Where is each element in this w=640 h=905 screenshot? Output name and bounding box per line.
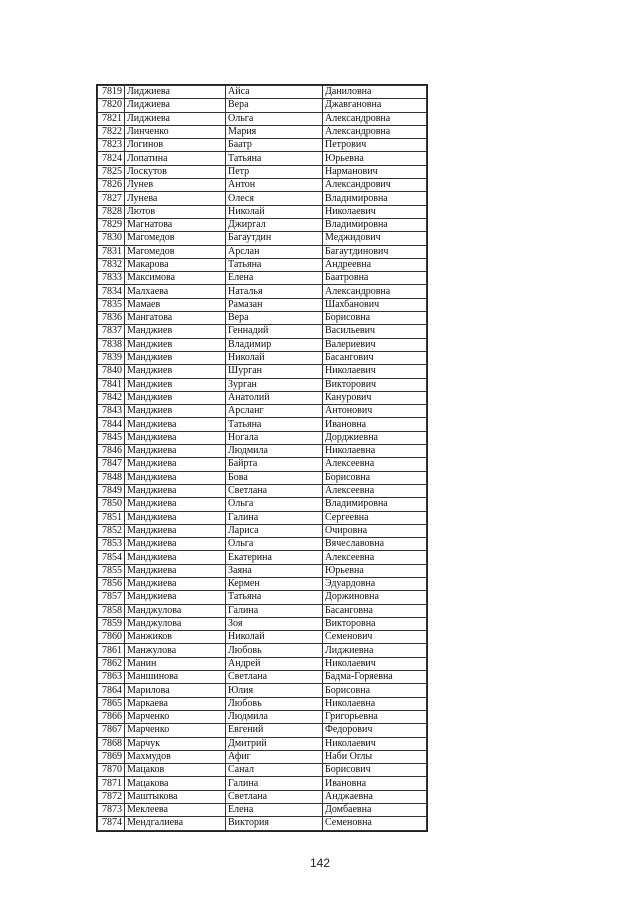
- row-number: 7847: [98, 458, 125, 471]
- table-row: [98, 671, 427, 684]
- last-name-cell: Мангатова: [125, 312, 226, 325]
- first-name-cell: Андрей: [226, 657, 323, 670]
- last-name-cell: Манджиева: [125, 564, 226, 577]
- first-name-cell: Рамазан: [226, 298, 323, 311]
- last-name-cell: Мендгалиева: [125, 817, 226, 830]
- table-row: [98, 631, 427, 644]
- row-number: 7863: [98, 671, 125, 684]
- last-name-cell: Линченко: [125, 125, 226, 138]
- first-name-cell: Юлия: [226, 684, 323, 697]
- patronymic-cell: Владимировна: [323, 498, 427, 511]
- last-name-cell: Максимова: [125, 272, 226, 285]
- patronymic-cell: Даниловна: [323, 86, 427, 99]
- page-number: 142: [309, 856, 331, 870]
- first-name-cell: Николай: [226, 351, 323, 364]
- first-name-cell: Татьяна: [226, 418, 323, 431]
- first-name-cell: Лариса: [226, 524, 323, 537]
- row-number: 7839: [98, 351, 125, 364]
- patronymic-cell: Васильевич: [323, 325, 427, 338]
- table-row: [98, 524, 427, 537]
- row-number: 7826: [98, 179, 125, 192]
- table-row: [98, 272, 427, 285]
- patronymic-cell: Александровна: [323, 285, 427, 298]
- row-number: 7856: [98, 577, 125, 590]
- table-row: [98, 617, 427, 630]
- table-row: [98, 737, 427, 750]
- last-name-cell: Логинов: [125, 139, 226, 152]
- last-name-cell: Маркаева: [125, 697, 226, 710]
- row-number: 7852: [98, 524, 125, 537]
- table-row: [98, 179, 427, 192]
- last-name-cell: Манджиев: [125, 338, 226, 351]
- patronymic-cell: Николаевна: [323, 697, 427, 710]
- patronymic-cell: Анджаевна: [323, 790, 427, 803]
- row-number: 7865: [98, 697, 125, 710]
- patronymic-cell: Николаевич: [323, 365, 427, 378]
- last-name-cell: Меклеева: [125, 804, 226, 817]
- patronymic-cell: Александрович: [323, 179, 427, 192]
- row-number: 7823: [98, 139, 125, 152]
- row-number: 7833: [98, 272, 125, 285]
- row-number: 7824: [98, 152, 125, 165]
- patronymic-cell: Алексеевна: [323, 551, 427, 564]
- row-number: 7829: [98, 218, 125, 231]
- roster-table-frame: [96, 84, 428, 832]
- table-row: [98, 258, 427, 271]
- patronymic-cell: Валериевич: [323, 338, 427, 351]
- patronymic-cell: Бадма-Горяевна: [323, 671, 427, 684]
- first-name-cell: Светлана: [226, 790, 323, 803]
- row-number: 7843: [98, 405, 125, 418]
- table-row: [98, 458, 427, 471]
- last-name-cell: Манджиева: [125, 591, 226, 604]
- patronymic-cell: Шахбанович: [323, 298, 427, 311]
- patronymic-cell: Вячеславовна: [323, 538, 427, 551]
- table-row: [98, 205, 427, 218]
- first-name-cell: Зоя: [226, 617, 323, 630]
- last-name-cell: Лиджиева: [125, 99, 226, 112]
- first-name-cell: Ногала: [226, 431, 323, 444]
- first-name-cell: Любовь: [226, 697, 323, 710]
- table-row: [98, 298, 427, 311]
- patronymic-cell: Наби Оглы: [323, 750, 427, 763]
- patronymic-cell: Ивановна: [323, 418, 427, 431]
- first-name-cell: Екатерина: [226, 551, 323, 564]
- row-number: 7835: [98, 298, 125, 311]
- first-name-cell: Багаутдин: [226, 232, 323, 245]
- last-name-cell: Лиджиева: [125, 112, 226, 125]
- table-row: [98, 564, 427, 577]
- patronymic-cell: Алексеевна: [323, 458, 427, 471]
- table-row: [98, 218, 427, 231]
- last-name-cell: Марилова: [125, 684, 226, 697]
- last-name-cell: Марчук: [125, 737, 226, 750]
- table-row: [98, 99, 427, 112]
- row-number: 7848: [98, 471, 125, 484]
- table-row: [98, 724, 427, 737]
- last-name-cell: Манджулова: [125, 617, 226, 630]
- last-name-cell: Манджиев: [125, 378, 226, 391]
- patronymic-cell: Борисовна: [323, 471, 427, 484]
- row-number: 7846: [98, 445, 125, 458]
- last-name-cell: Манджиев: [125, 351, 226, 364]
- last-name-cell: Манджиева: [125, 551, 226, 564]
- last-name-cell: Магомедов: [125, 245, 226, 258]
- last-name-cell: Мамаев: [125, 298, 226, 311]
- last-name-cell: Манджиева: [125, 431, 226, 444]
- row-number: 7862: [98, 657, 125, 670]
- row-number: 7870: [98, 764, 125, 777]
- first-name-cell: Светлана: [226, 671, 323, 684]
- table-row: [98, 644, 427, 657]
- table-row: [98, 484, 427, 497]
- table-row: [98, 112, 427, 125]
- patronymic-cell: Багаутдинович: [323, 245, 427, 258]
- patronymic-cell: Ивановна: [323, 777, 427, 790]
- table-row: [98, 192, 427, 205]
- row-number: 7825: [98, 165, 125, 178]
- row-number: 7819: [98, 86, 125, 99]
- first-name-cell: Айса: [226, 86, 323, 99]
- patronymic-cell: Борисовна: [323, 684, 427, 697]
- patronymic-cell: Викторович: [323, 378, 427, 391]
- table-row: [98, 125, 427, 138]
- first-name-cell: Петр: [226, 165, 323, 178]
- last-name-cell: Манжиков: [125, 631, 226, 644]
- first-name-cell: Татьяна: [226, 258, 323, 271]
- last-name-cell: Манджиев: [125, 365, 226, 378]
- row-number: 7864: [98, 684, 125, 697]
- table-row: [98, 405, 427, 418]
- first-name-cell: Елена: [226, 272, 323, 285]
- roster-table-body: [98, 86, 427, 831]
- patronymic-cell: Баатровна: [323, 272, 427, 285]
- table-row: [98, 604, 427, 617]
- row-number: 7821: [98, 112, 125, 125]
- patronymic-cell: Юрьевна: [323, 564, 427, 577]
- table-row: [98, 165, 427, 178]
- row-number: 7837: [98, 325, 125, 338]
- patronymic-cell: Андреевна: [323, 258, 427, 271]
- last-name-cell: Мацаков: [125, 764, 226, 777]
- first-name-cell: Виктория: [226, 817, 323, 830]
- first-name-cell: Заяна: [226, 564, 323, 577]
- table-row: [98, 139, 427, 152]
- table-row: [98, 750, 427, 763]
- patronymic-cell: Федорович: [323, 724, 427, 737]
- first-name-cell: Геннадий: [226, 325, 323, 338]
- row-number: 7857: [98, 591, 125, 604]
- patronymic-cell: Викторовна: [323, 617, 427, 630]
- first-name-cell: Зурган: [226, 378, 323, 391]
- last-name-cell: Малхаева: [125, 285, 226, 298]
- patronymic-cell: Алексеевна: [323, 484, 427, 497]
- table-row: [98, 764, 427, 777]
- last-name-cell: Манджиев: [125, 405, 226, 418]
- row-number: 7860: [98, 631, 125, 644]
- patronymic-cell: Доржиновна: [323, 591, 427, 604]
- row-number: 7830: [98, 232, 125, 245]
- row-number: 7822: [98, 125, 125, 138]
- last-name-cell: Манджиева: [125, 538, 226, 551]
- patronymic-cell: Домбаевна: [323, 804, 427, 817]
- row-number: 7844: [98, 418, 125, 431]
- patronymic-cell: Канурович: [323, 391, 427, 404]
- table-row: [98, 431, 427, 444]
- first-name-cell: Мария: [226, 125, 323, 138]
- row-number: 7832: [98, 258, 125, 271]
- table-row: [98, 538, 427, 551]
- first-name-cell: Байрта: [226, 458, 323, 471]
- row-number: 7850: [98, 498, 125, 511]
- patronymic-cell: Нарманович: [323, 165, 427, 178]
- table-row: [98, 351, 427, 364]
- row-number: 7869: [98, 750, 125, 763]
- last-name-cell: Манджиев: [125, 391, 226, 404]
- table-row: [98, 684, 427, 697]
- table-row: [98, 418, 427, 431]
- last-name-cell: Лопатина: [125, 152, 226, 165]
- first-name-cell: Владимир: [226, 338, 323, 351]
- last-name-cell: Марченко: [125, 710, 226, 723]
- row-number: 7873: [98, 804, 125, 817]
- first-name-cell: Антон: [226, 179, 323, 192]
- last-name-cell: Манджиева: [125, 498, 226, 511]
- table-row: [98, 817, 427, 830]
- row-number: 7861: [98, 644, 125, 657]
- last-name-cell: Лиджиева: [125, 86, 226, 99]
- first-name-cell: Олеся: [226, 192, 323, 205]
- last-name-cell: Манджиева: [125, 524, 226, 537]
- patronymic-cell: Сергеевна: [323, 511, 427, 524]
- row-number: 7838: [98, 338, 125, 351]
- table-row: [98, 285, 427, 298]
- patronymic-cell: Меджидович: [323, 232, 427, 245]
- row-number: 7854: [98, 551, 125, 564]
- row-number: 7834: [98, 285, 125, 298]
- patronymic-cell: Лиджиевна: [323, 644, 427, 657]
- patronymic-cell: Антонович: [323, 405, 427, 418]
- table-row: [98, 471, 427, 484]
- row-number: 7845: [98, 431, 125, 444]
- first-name-cell: Дмитрий: [226, 737, 323, 750]
- first-name-cell: Ольга: [226, 112, 323, 125]
- first-name-cell: Николай: [226, 205, 323, 218]
- patronymic-cell: Очировна: [323, 524, 427, 537]
- first-name-cell: Арслан: [226, 245, 323, 258]
- row-number: 7868: [98, 737, 125, 750]
- last-name-cell: Манджиева: [125, 577, 226, 590]
- table-row: [98, 445, 427, 458]
- table-row: [98, 232, 427, 245]
- table-row: [98, 551, 427, 564]
- table-row: [98, 391, 427, 404]
- patronymic-cell: Александровна: [323, 125, 427, 138]
- row-number: 7874: [98, 817, 125, 830]
- patronymic-cell: Александровна: [323, 112, 427, 125]
- table-row: [98, 312, 427, 325]
- row-number: 7866: [98, 710, 125, 723]
- row-number: 7867: [98, 724, 125, 737]
- last-name-cell: Мацакова: [125, 777, 226, 790]
- patronymic-cell: Семеновна: [323, 817, 427, 830]
- row-number: 7840: [98, 365, 125, 378]
- last-name-cell: Лютов: [125, 205, 226, 218]
- table-row: [98, 511, 427, 524]
- patronymic-cell: Николаевна: [323, 445, 427, 458]
- table-row: [98, 697, 427, 710]
- first-name-cell: Галина: [226, 777, 323, 790]
- table-row: [98, 591, 427, 604]
- first-name-cell: Людмила: [226, 710, 323, 723]
- row-number: 7872: [98, 790, 125, 803]
- first-name-cell: Евгений: [226, 724, 323, 737]
- table-row: [98, 804, 427, 817]
- table-row: [98, 325, 427, 338]
- row-number: 7859: [98, 617, 125, 630]
- patronymic-cell: Семенович: [323, 631, 427, 644]
- first-name-cell: Шурган: [226, 365, 323, 378]
- last-name-cell: Макарова: [125, 258, 226, 271]
- first-name-cell: Вера: [226, 312, 323, 325]
- last-name-cell: Манджиева: [125, 418, 226, 431]
- row-number: 7849: [98, 484, 125, 497]
- last-name-cell: Маштыкова: [125, 790, 226, 803]
- first-name-cell: Ольга: [226, 538, 323, 551]
- table-row: [98, 777, 427, 790]
- row-number: 7831: [98, 245, 125, 258]
- first-name-cell: Светлана: [226, 484, 323, 497]
- row-number: 7827: [98, 192, 125, 205]
- row-number: 7820: [98, 99, 125, 112]
- first-name-cell: Джиргал: [226, 218, 323, 231]
- last-name-cell: Лунев: [125, 179, 226, 192]
- table-row: [98, 378, 427, 391]
- table-row: [98, 245, 427, 258]
- first-name-cell: Санал: [226, 764, 323, 777]
- last-name-cell: Маншинова: [125, 671, 226, 684]
- patronymic-cell: Николаевич: [323, 737, 427, 750]
- table-row: [98, 86, 427, 99]
- first-name-cell: Елена: [226, 804, 323, 817]
- last-name-cell: Махмудов: [125, 750, 226, 763]
- first-name-cell: Татьяна: [226, 152, 323, 165]
- first-name-cell: Кермен: [226, 577, 323, 590]
- patronymic-cell: Борисовна: [323, 312, 427, 325]
- first-name-cell: Любовь: [226, 644, 323, 657]
- last-name-cell: Манджулова: [125, 604, 226, 617]
- row-number: 7871: [98, 777, 125, 790]
- first-name-cell: Галина: [226, 604, 323, 617]
- first-name-cell: Афиг: [226, 750, 323, 763]
- first-name-cell: Баатр: [226, 139, 323, 152]
- patronymic-cell: Владимировна: [323, 218, 427, 231]
- patronymic-cell: Басанговна: [323, 604, 427, 617]
- row-number: 7851: [98, 511, 125, 524]
- last-name-cell: Манджиева: [125, 458, 226, 471]
- first-name-cell: Николай: [226, 631, 323, 644]
- row-number: 7858: [98, 604, 125, 617]
- row-number: 7828: [98, 205, 125, 218]
- patronymic-cell: Петрович: [323, 139, 427, 152]
- last-name-cell: Манджиева: [125, 511, 226, 524]
- table-row: [98, 790, 427, 803]
- patronymic-cell: Николаевич: [323, 205, 427, 218]
- patronymic-cell: Борисович: [323, 764, 427, 777]
- last-name-cell: Магомедов: [125, 232, 226, 245]
- row-number: 7841: [98, 378, 125, 391]
- first-name-cell: Татьяна: [226, 591, 323, 604]
- last-name-cell: Манджиева: [125, 484, 226, 497]
- table-row: [98, 338, 427, 351]
- roster-table: [97, 85, 427, 831]
- patronymic-cell: Григорьевна: [323, 710, 427, 723]
- patronymic-cell: Дорджиевна: [323, 431, 427, 444]
- first-name-cell: Людмила: [226, 445, 323, 458]
- patronymic-cell: Николаевич: [323, 657, 427, 670]
- table-row: [98, 710, 427, 723]
- first-name-cell: Вера: [226, 99, 323, 112]
- patronymic-cell: Юрьевна: [323, 152, 427, 165]
- last-name-cell: Манжулова: [125, 644, 226, 657]
- row-number: 7855: [98, 564, 125, 577]
- table-row: [98, 365, 427, 378]
- first-name-cell: Галина: [226, 511, 323, 524]
- last-name-cell: Манджиев: [125, 325, 226, 338]
- table-row: [98, 657, 427, 670]
- first-name-cell: Бова: [226, 471, 323, 484]
- first-name-cell: Наталья: [226, 285, 323, 298]
- patronymic-cell: Басангович: [323, 351, 427, 364]
- first-name-cell: Арсланг: [226, 405, 323, 418]
- last-name-cell: Лоскутов: [125, 165, 226, 178]
- last-name-cell: Манин: [125, 657, 226, 670]
- first-name-cell: Ольга: [226, 498, 323, 511]
- patronymic-cell: Эдуардовна: [323, 577, 427, 590]
- table-row: [98, 498, 427, 511]
- patronymic-cell: Владимировна: [323, 192, 427, 205]
- last-name-cell: Манджиева: [125, 471, 226, 484]
- row-number: 7842: [98, 391, 125, 404]
- last-name-cell: Лунева: [125, 192, 226, 205]
- last-name-cell: Манджиева: [125, 445, 226, 458]
- table-row: [98, 152, 427, 165]
- last-name-cell: Магнатова: [125, 218, 226, 231]
- table-row: [98, 577, 427, 590]
- row-number: 7836: [98, 312, 125, 325]
- patronymic-cell: Джавгановна: [323, 99, 427, 112]
- row-number: 7853: [98, 538, 125, 551]
- last-name-cell: Марченко: [125, 724, 226, 737]
- first-name-cell: Анатолий: [226, 391, 323, 404]
